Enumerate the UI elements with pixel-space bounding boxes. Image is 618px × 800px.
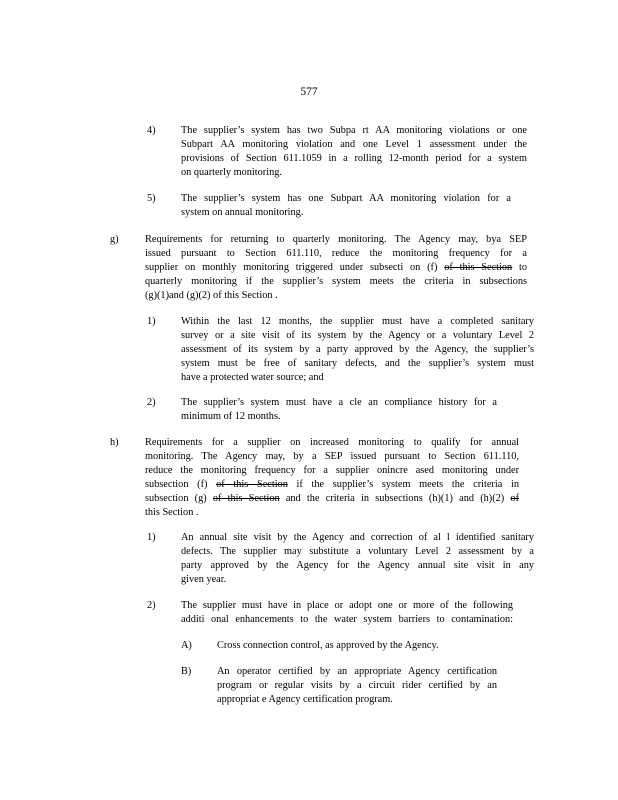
text-line: Requirements for a supplier on increased monitoring to qualify for annual [145, 437, 519, 448]
text-segment: subsection (f) [145, 479, 208, 490]
text-segment: to [518, 262, 527, 273]
text-line: assessment of its system by a party approved by the Agency, the supplier’s [181, 344, 534, 355]
item-label: 2) [147, 397, 156, 408]
item-label: 1) [147, 316, 156, 327]
item-label: A) [181, 640, 192, 651]
text-line: defects. The supplier may substitute a voluntary Level 2 assessment by a [181, 546, 534, 557]
text-line: An operator certified by an appropriate Agency certification [217, 666, 497, 677]
text-line: party approved by the Agency for the Agency annual site visit in any [181, 560, 534, 571]
text-line: (g)(1)and (g)(2) of this Section . [145, 290, 278, 301]
text-line: reduce the monitoring frequency for a supplier onincre ased monitoring under [145, 465, 519, 476]
paragraph-h2 [181, 599, 513, 627]
text-line: The supplier’s system has one Subpart AA monitoring violation for a [181, 193, 511, 204]
struck-text: of this Section [444, 262, 513, 273]
text-line: system must be free of sanitary defects, and the supplier’s system must [181, 358, 534, 369]
paragraph-h1 [181, 531, 534, 587]
text-line: Subpart AA monitoring violation and one Level 1 assessment under the [181, 139, 527, 150]
text-line: program or regular visits by a circuit rider certified by an [217, 680, 497, 691]
text-line: have a protected water source; and [181, 372, 324, 383]
item-label: 4) [147, 125, 156, 136]
page-number: 577 [300, 86, 318, 98]
text-line: monitoring. The Agency may, by a SEP issued pursuant to Section 611.110, [145, 451, 519, 462]
text-line [145, 478, 519, 492]
paragraph-g1 [181, 315, 534, 385]
item-label: 2) [147, 600, 156, 611]
text-line: minimum of 12 months. [181, 411, 281, 422]
text-line: system on annual monitoring. [181, 207, 304, 218]
text-line: An annual site visit by the Agency and correction of al l identified sanitary [181, 532, 534, 543]
text-line: issued pursuant to Section 611.110, reduce the monitoring frequency for a [145, 248, 527, 259]
text-line: additi onal enhancements to the water system barriers to contamination: [181, 614, 513, 625]
paragraph-B [217, 665, 497, 707]
text-line: Within the last 12 months, the supplier must have a completed sanitary [181, 316, 534, 327]
struck-text: of this Section [216, 479, 288, 490]
text-line: provisions of Section 611.1059 in a rolling 12-month period for a system [181, 153, 527, 164]
text-line: appropriat e Agency certification program. [217, 694, 393, 705]
struck-text: of [510, 493, 519, 504]
text-line: given year. [181, 574, 227, 585]
text-line: Requirements for returning to quarterly monitoring. The Agency may, bya SEP [145, 234, 527, 245]
item-label: g) [110, 234, 119, 245]
text-line: The supplier’s system must have a cle an compliance history for a [181, 397, 497, 408]
text-line: survey or a site visit of its system by the Agency or a voluntary Level 2 [181, 330, 534, 341]
struck-text: of this Section [212, 493, 280, 504]
text-segment: supplier on monthly monitoring triggered under subsecti on (f) [145, 262, 438, 273]
text-line [145, 261, 527, 275]
paragraph-g [145, 233, 527, 303]
paragraph-h [145, 436, 519, 520]
item-label: 5) [147, 193, 156, 204]
text-line: on quarterly monitoring. [181, 167, 282, 178]
text-line: The supplier’s system has two Subpa rt AA monitoring violations or one [181, 125, 527, 136]
paragraph-5 [181, 192, 511, 220]
text-line: quarterly monitoring if the supplier’s system meets the criteria in subsections [145, 276, 527, 287]
paragraph-g2 [181, 396, 497, 424]
text-segment: if the supplier’s system meets the criteria in [296, 479, 519, 490]
paragraph-4 [181, 124, 527, 180]
text-line: The supplier must have in place or adopt one or more of the following [181, 600, 513, 611]
paragraph-A [217, 639, 507, 653]
text-line: this Section . [145, 507, 199, 518]
item-label: 1) [147, 532, 156, 543]
text-segment: subsection (g) [145, 493, 207, 504]
item-label: h) [110, 437, 119, 448]
text-line: Cross connection control, as approved by the Agency. [217, 640, 439, 651]
text-line [145, 492, 519, 506]
item-label: B) [181, 666, 192, 677]
text-segment: and the criteria in subsections (h)(1) and (h)(2) [285, 493, 505, 504]
